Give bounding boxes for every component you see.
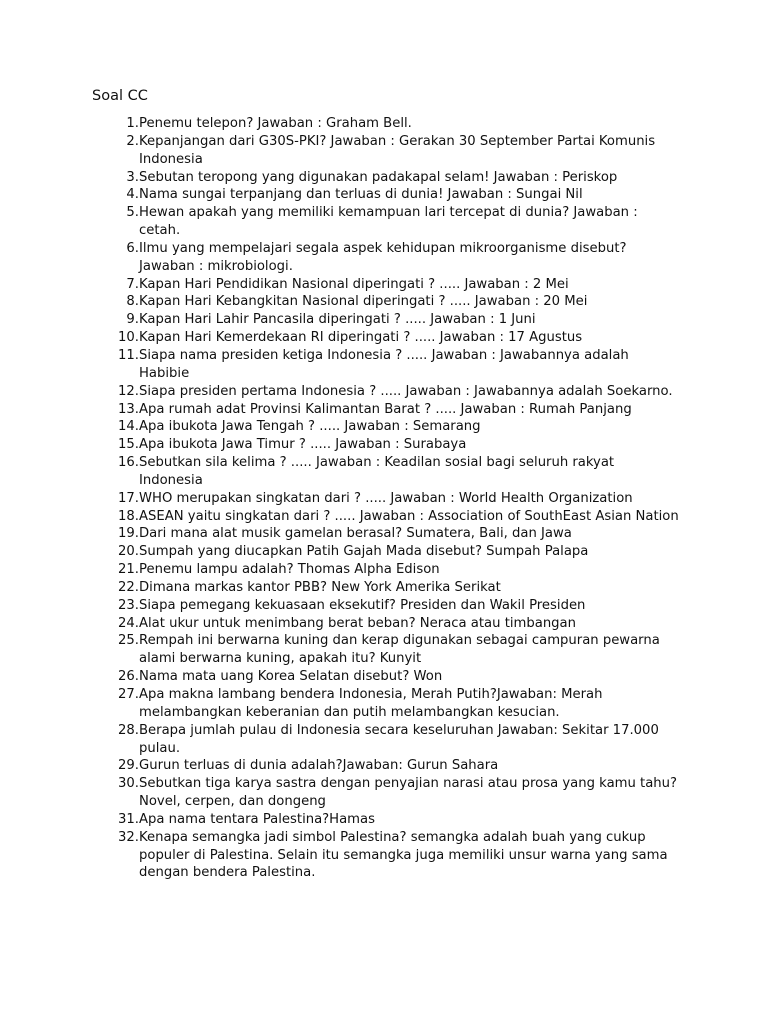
- item-text: Sebutan teropong yang digunakan padakapal selam! Jawaban : Periskop: [139, 169, 618, 185]
- item-text: Kapan Hari Kemerdekaan RI diperingati ? ..... Jawaban : 17 Agustus: [139, 330, 583, 346]
- list-item: [108, 115, 680, 133]
- list-item: [108, 436, 680, 454]
- list-item: [108, 454, 680, 490]
- item-text: Sebutkan sila kelima ? ..... Jawaban : Keadilan sosial bagi seluruh rakyat Indonesia: [139, 455, 615, 488]
- item-number: 11.: [118, 347, 139, 363]
- item-number: 29.: [118, 758, 139, 774]
- list-item: [108, 811, 680, 829]
- item-number: 19.: [118, 526, 139, 542]
- item-number: 4.: [126, 187, 139, 203]
- item-number: 16.: [118, 455, 139, 471]
- list-item: [108, 133, 680, 169]
- list-item: [108, 508, 680, 526]
- item-number: 8.: [126, 294, 139, 310]
- item-text: Kenapa semangka jadi simbol Palestina? semangka adalah buah yang cukup populer di Palestina. Selain itu semangka juga memiliki unsur warna yang sama dengan bendera Palestina.: [139, 829, 668, 881]
- item-number: 7.: [126, 276, 139, 292]
- document-title: Soal CC: [92, 88, 148, 104]
- list-item: [108, 561, 680, 579]
- item-number: 13.: [118, 401, 139, 417]
- list-item: [108, 169, 680, 187]
- item-number: 25.: [118, 633, 139, 649]
- list-item: [108, 240, 680, 276]
- item-number: 27.: [118, 687, 139, 702]
- item-number: 9.: [126, 312, 139, 328]
- item-text: Apa rumah adat Provinsi Kalimantan Barat ? ..... Jawaban : Rumah Panjang: [139, 401, 632, 417]
- list-item: [108, 579, 680, 597]
- item-text: Rempah ini berwarna kuning dan kerap digunakan sebagai campuran pewarna alami berwarna kuning, apakah itu? Kunyit: [139, 633, 660, 667]
- item-number: 26.: [118, 669, 139, 685]
- item-text: Kapan Hari Kebangkitan Nasional diperingati ? ..... Jawaban : 20 Mei: [139, 294, 588, 310]
- item-text: Apa makna lambang bendera Indonesia, Merah Putih?Jawaban: Merah melambangkan keberanian dan putih melambangkan kesucian.: [139, 687, 603, 720]
- item-number: 24.: [118, 615, 139, 631]
- item-text: Apa ibukota Jawa Tengah ? ..... Jawaban : Semarang: [139, 419, 481, 435]
- item-number: 12.: [118, 383, 139, 399]
- item-number: 1.: [126, 116, 139, 131]
- item-number: 15.: [118, 437, 139, 453]
- item-text: Nama mata uang Korea Selatan disebut? Won: [139, 669, 443, 685]
- list-item: [108, 401, 680, 419]
- item-text: ASEAN yaitu singkatan dari ? ..... Jawaban : Association of SouthEast Asian Nation: [139, 508, 679, 524]
- item-text: Hewan apakah yang memiliki kemampuan lari tercepat di dunia? Jawaban : cetah.: [139, 205, 638, 239]
- list-item: [108, 311, 680, 329]
- item-text: Dari mana alat musik gamelan berasal? Sumatera, Bali, dan Jawa: [139, 526, 572, 542]
- list-item: [108, 722, 680, 758]
- item-text: Dimana markas kantor PBB? New York Amerika Serikat: [139, 579, 501, 595]
- item-text: Apa nama tentara Palestina?Hamas: [139, 811, 375, 827]
- list-item: [108, 347, 680, 383]
- item-text: WHO merupakan singkatan dari ? ..... Jawaban : World Health Organization: [139, 490, 633, 506]
- item-text: Siapa pemegang kekuasaan eksekutif? Presiden dan Wakil Presiden: [139, 597, 586, 613]
- item-number: 2.: [126, 133, 139, 149]
- item-number: 14.: [118, 419, 139, 435]
- item-number: 10.: [118, 330, 139, 346]
- item-text: Ilmu yang mempelajari segala aspek kehidupan mikroorganisme disebut? Jawaban : mikrobiologi.: [139, 240, 627, 274]
- item-text: Berapa jumlah pulau di Indonesia secara keseluruhan Jawaban: Sekitar 17.000 pulau.: [139, 722, 659, 756]
- list-item: [108, 775, 680, 811]
- item-number: 30.: [118, 776, 139, 792]
- item-number: 20.: [118, 544, 139, 560]
- item-text: Siapa presiden pertama Indonesia ? ..... Jawaban : Jawabannya adalah Soekarno.: [139, 383, 673, 399]
- list-item: [108, 418, 680, 436]
- list-item: [108, 204, 680, 240]
- item-text: Nama sungai terpanjang dan terluas di dunia! Jawaban : Sungai Nil: [139, 187, 583, 203]
- list-item: [108, 383, 680, 401]
- item-text: Siapa nama presiden ketiga Indonesia ? ..... Jawaban : Jawabannya adalah Habibie: [139, 347, 629, 381]
- item-number: 18.: [118, 508, 139, 524]
- list-item: [108, 632, 680, 668]
- list-item: [108, 329, 680, 347]
- list-item: [108, 829, 680, 883]
- item-number: 22.: [118, 579, 139, 595]
- list-item: [108, 597, 680, 615]
- list-item: [108, 525, 680, 543]
- list-item: [108, 490, 680, 508]
- item-number: 31.: [118, 811, 139, 827]
- list-item: [108, 276, 680, 294]
- item-number: 32.: [118, 829, 139, 845]
- list-item: [108, 543, 680, 561]
- item-number: 5.: [126, 205, 139, 221]
- item-text: Kapan Hari Pendidikan Nasional diperingati ? ..... Jawaban : 2 Mei: [139, 276, 569, 292]
- list-item: [108, 686, 680, 722]
- list-item: [108, 186, 680, 204]
- list-item: [108, 757, 680, 775]
- item-number: 6.: [126, 240, 139, 256]
- item-number: 17.: [118, 490, 139, 506]
- item-number: 21.: [118, 562, 139, 578]
- item-text: Penemu telepon? Jawaban : Graham Bell.: [139, 116, 412, 131]
- item-text: Alat ukur untuk menimbang berat beban? Neraca atau timbangan: [139, 615, 576, 631]
- item-text: Kepanjangan dari G30S-PKI? Jawaban : Gerakan 30 September Partai Komunis Indonesia: [139, 133, 656, 167]
- item-number: 3.: [126, 169, 139, 185]
- list-item: [108, 615, 680, 633]
- item-text: Apa ibukota Jawa Timur ? ..... Jawaban : Surabaya: [139, 437, 467, 453]
- list-item: [108, 668, 680, 686]
- item-number: 23.: [118, 597, 139, 613]
- item-text: Penemu lampu adalah? Thomas Alpha Edison: [139, 562, 440, 578]
- item-text: Sebutkan tiga karya sastra dengan penyajian narasi atau prosa yang kamu tahu? Novel, cerpen, dan dongeng: [139, 776, 678, 810]
- list-item: [108, 293, 680, 311]
- question-list: [108, 115, 680, 882]
- item-text: Sumpah yang diucapkan Patih Gajah Mada disebut? Sumpah Palapa: [139, 544, 589, 560]
- item-text: Kapan Hari Lahir Pancasila diperingati ? ..... Jawaban : 1 Juni: [139, 312, 536, 328]
- item-text: Gurun terluas di dunia adalah?Jawaban: Gurun Sahara: [139, 758, 499, 774]
- item-number: 28.: [118, 722, 139, 738]
